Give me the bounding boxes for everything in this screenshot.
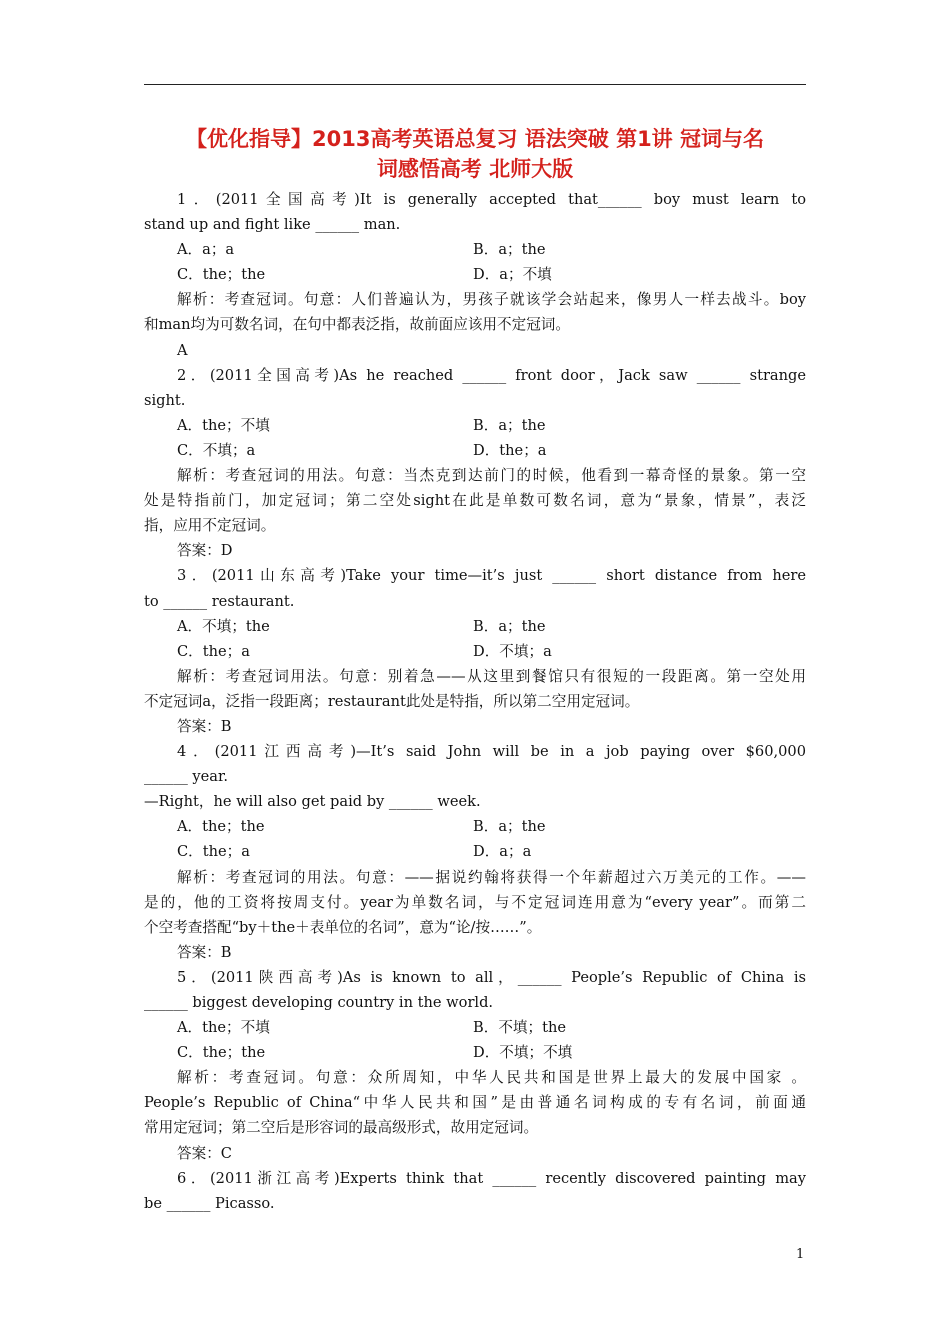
option-c: C．the；a xyxy=(177,843,250,861)
option-b: B．a；the xyxy=(473,241,546,259)
analysis-text: 和man均为可数名词，在句中都表泛指，故前面应该用不定冠词。 xyxy=(144,316,570,334)
option-c: C．the；the xyxy=(177,266,266,284)
option-a: A．the；不填 xyxy=(177,416,270,434)
option-d: D．不填；不填 xyxy=(473,1044,573,1062)
analysis-text: 常用定冠词；第二空后是形容词的最高级形式，故用定冠词。 xyxy=(144,1119,539,1137)
question-stem: be ______ Picasso. xyxy=(144,1194,275,1212)
analysis-text: 解析：考查冠词。句意：众所周知，中华人民共和国是世界上最大的发展中国家 。 xyxy=(177,1069,806,1087)
question-3 xyxy=(144,563,806,739)
analysis-text: 解析：考查冠词。句意：人们普遍认为，男孩子就该学会站起来，像男人一样去战斗。boy xyxy=(177,291,806,309)
answer-text: A xyxy=(177,341,188,359)
option-b: B．a；the xyxy=(473,617,546,635)
title-line-1: 【优化指导】2013高考英语总复习 语法突破 第1讲 冠词与名 xyxy=(186,127,764,151)
question-stem: 5．(2011陕西高考)As is known to all，______ People’s Republic of China is xyxy=(177,968,806,986)
option-c: C．the；the xyxy=(177,1044,266,1062)
page-number: 1 xyxy=(796,1247,805,1262)
analysis-text: 处是特指前门，加定冠词；第二空处sight在此是单数可数名词，意为“景象，情景”，表泛 xyxy=(144,492,806,510)
analysis-text: 解析：考查冠词的用法。句意：当杰克到达前门的时候，他看到一幕奇怪的景象。第一空 xyxy=(177,467,806,485)
options-row xyxy=(144,614,806,639)
options-row xyxy=(144,237,806,262)
option-a: A．不填；the xyxy=(177,617,270,635)
question-stem: —Right，he will also get paid by ______ week. xyxy=(144,793,481,811)
question-stem: 2．(2011全国高考)As he reached ______ front door，Jack saw ______ strange xyxy=(177,366,806,384)
option-d: D．a；a xyxy=(473,843,532,861)
question-stem: ______ year. xyxy=(144,768,229,786)
option-b: B．a；the xyxy=(473,818,546,836)
question-stem: 6．(2011浙江高考)Experts think that ______ recently discovered painting may xyxy=(177,1169,806,1187)
question-stem: 3．(2011山东高考)Take your time—it’s just ______ short distance from here xyxy=(177,567,806,585)
option-d: D．不填；a xyxy=(473,642,552,660)
option-c: C．the；a xyxy=(177,642,250,660)
analysis-text: 解析：考查冠词用法。句意：别着急——从这里到餐馆只有很短的一段距离。第一空处用 xyxy=(177,667,806,685)
header-rule xyxy=(144,84,806,85)
answer-text: 答案：C xyxy=(177,1144,232,1162)
option-d: D．a；不填 xyxy=(473,266,552,284)
analysis-text: 是的，他的工资将按周支付。year为单数名词，与不定冠词连用意为“every year”。而第二 xyxy=(144,893,806,911)
title-line-2: 词感悟高考 北师大版 xyxy=(376,157,574,181)
analysis-text: 个空考查搭配“by＋the＋表单位的名词”，意为“论/按……”。 xyxy=(144,918,542,936)
question-4 xyxy=(144,739,806,965)
options-row xyxy=(144,1040,806,1065)
options-row xyxy=(144,262,806,287)
option-b: B．不填；the xyxy=(473,1019,566,1037)
analysis-text: 解析：考查冠词的用法。句意：——据说约翰将获得一个年薪超过六万美元的工作。—— xyxy=(177,868,806,886)
options-row xyxy=(144,1015,806,1040)
question-5 xyxy=(144,965,806,1166)
options-row xyxy=(144,438,806,463)
answer-text: 答案：B xyxy=(177,943,232,961)
question-stem: 4．(2011江西高考)—It’s said John will be in a job paying over $60,000 xyxy=(177,743,806,761)
question-stem: 1．(2011全国高考)It is generally accepted that______ boy must learn to xyxy=(177,191,806,208)
analysis-text: People’s Republic of China“中华人民共和国”是由普通名词构成的专有名词，前面通 xyxy=(144,1094,806,1112)
document-body xyxy=(144,187,806,1216)
document-title xyxy=(144,124,806,184)
option-a: A．a；a xyxy=(177,241,235,259)
question-6 xyxy=(144,1166,806,1216)
question-stem: stand up and fight like ______ man. xyxy=(144,216,401,234)
option-c: C．不填；a xyxy=(177,441,256,459)
question-stem: to ______ restaurant. xyxy=(144,592,295,610)
question-stem: sight. xyxy=(144,391,186,409)
option-a: A．the；the xyxy=(177,818,265,836)
option-a: A．the；不填 xyxy=(177,1019,270,1037)
options-row xyxy=(144,839,806,864)
answer-text: 答案：D xyxy=(177,542,233,560)
question-2 xyxy=(144,363,806,564)
analysis-text: 指，应用不定冠词。 xyxy=(144,517,276,535)
options-row xyxy=(144,639,806,664)
options-row xyxy=(144,814,806,839)
option-b: B．a；the xyxy=(473,416,546,434)
analysis-text: 不定冠词a，泛指一段距离；restaurant此处是特指，所以第二空用定冠词。 xyxy=(144,692,640,710)
option-d: D．the；a xyxy=(473,441,547,459)
question-1 xyxy=(144,187,806,363)
answer-text: 答案：B xyxy=(177,717,232,735)
options-row xyxy=(144,413,806,438)
question-stem: ______ biggest developing country in the world. xyxy=(144,994,494,1011)
